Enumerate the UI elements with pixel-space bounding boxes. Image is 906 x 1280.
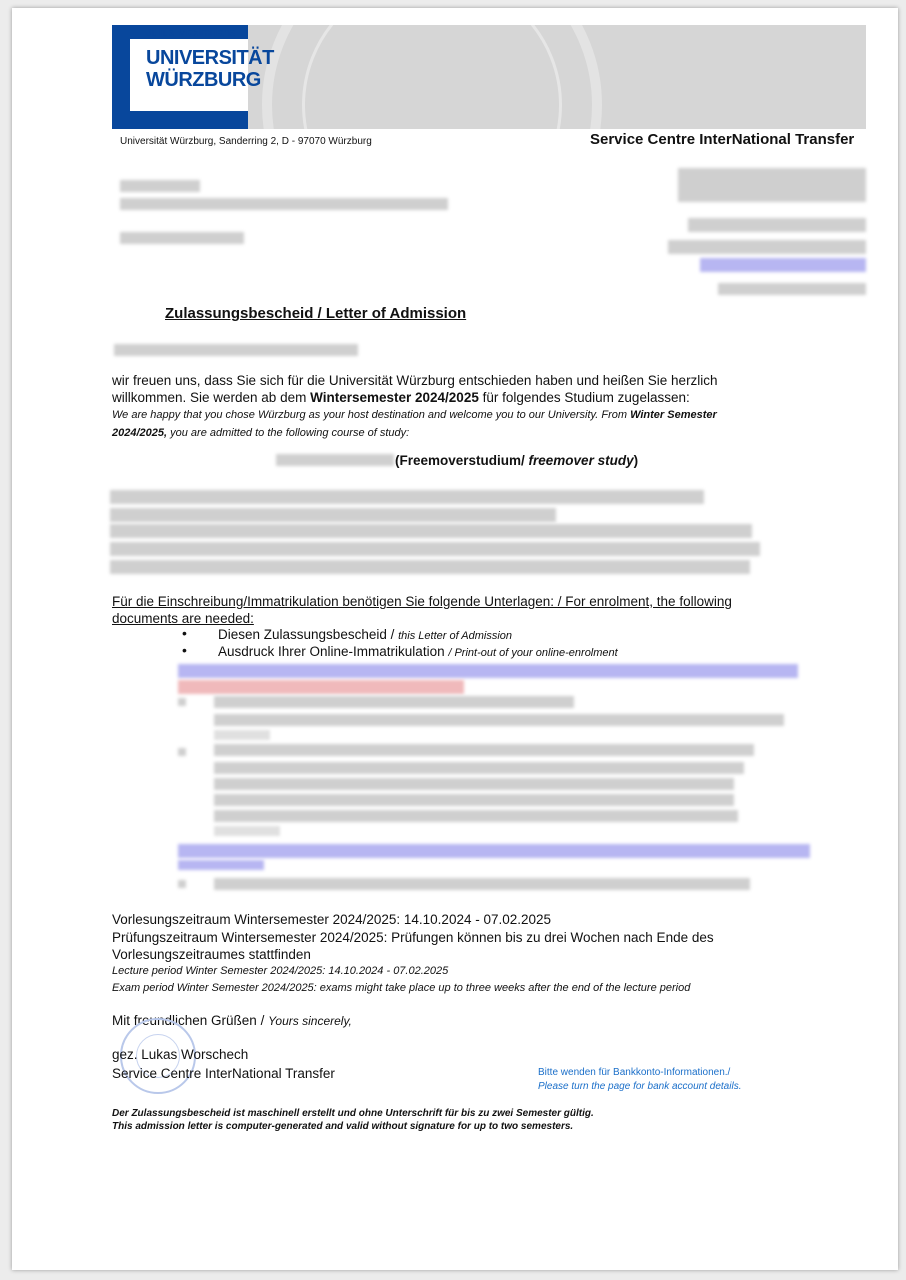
redacted-block	[214, 744, 754, 756]
lecture-period-german: Vorlesungszeitraum Wintersemester 2024/2025: 14.10.2024 - 07.02.2025	[112, 912, 552, 927]
intro-english-line1: We are happy that you chose Würzburg as your host destination and welcome you to our University. From Winter Semester	[112, 409, 717, 421]
closing: Mit freundlichen Grüßen / Yours sincerely,	[112, 1013, 352, 1028]
document-item: Ausdruck Ihrer Online-Immatrikulation / Print-out of your online-enrolment	[218, 644, 618, 659]
redacted-block	[214, 714, 784, 726]
logo-line-big: UNIVERSITÄT WÜRZBURG	[146, 47, 274, 91]
redacted-block	[178, 844, 810, 858]
course-type: (Freemoverstudium/ freemover study)	[395, 453, 639, 468]
redacted-block	[120, 232, 244, 244]
intro-english-line2: 2024/2025, you are admitted to the following course of study:	[112, 427, 410, 439]
redacted-block	[214, 878, 750, 890]
department-name: Service Centre InterNational Transfer	[590, 131, 855, 148]
redacted-block	[214, 778, 734, 790]
redacted-block	[688, 218, 866, 232]
redacted-bullet	[178, 880, 186, 888]
exam-period-english: Exam period Winter Semester 2024/2025: exams might take place up to three weeks after the end of the lecture period	[112, 982, 691, 994]
redacted-block	[214, 762, 744, 774]
redacted-block	[668, 240, 866, 254]
redacted-block	[110, 508, 556, 522]
redacted-block	[718, 283, 866, 295]
redacted-bullet	[178, 748, 186, 756]
intro-german-line2: willkommen. Sie werden ab dem Wintersemester 2024/2025 für folgendes Studium zugelassen:	[112, 390, 690, 405]
redacted-block	[178, 680, 464, 694]
redacted-block	[214, 696, 574, 708]
exam-period-german-line2: Vorlesungszeitraumes stattfinden	[112, 947, 311, 962]
redacted-bullet	[178, 698, 186, 706]
redacted-block	[120, 180, 200, 192]
footer-german: Der Zulassungsbescheid ist maschinell erstellt und ohne Unterschrift für bis zu zwei Semester gültig.	[112, 1108, 594, 1119]
redacted-block	[214, 730, 270, 740]
redacted-block	[178, 860, 264, 870]
footer-english: This admission letter is computer-generated and valid without signature for up to two semesters.	[112, 1121, 574, 1132]
redacted-block	[120, 198, 448, 210]
redacted-block	[178, 664, 798, 678]
redacted-block	[110, 524, 752, 538]
logo-line-small: Julius-Maximilians-	[146, 27, 239, 39]
redacted-block	[110, 560, 750, 574]
signer-name: gez. Lukas Worschech	[112, 1047, 249, 1062]
bank-note-english: Please turn the page for bank account details.	[538, 1081, 742, 1092]
bullet-icon: •	[182, 642, 187, 658]
exam-period-german-line1: Prüfungszeitraum Wintersemester 2024/2025: Prüfungen können bis zu drei Wochen nach Ende des	[112, 930, 714, 945]
redacted-block	[110, 490, 704, 504]
university-logo	[112, 25, 274, 129]
lecture-period-english: Lecture period Winter Semester 2024/2025: 14.10.2024 - 07.02.2025	[112, 965, 449, 977]
redacted-course-name	[276, 454, 394, 466]
bullet-icon: •	[182, 625, 187, 641]
letter-page	[12, 8, 898, 1270]
letter-title: Zulassungsbescheid / Letter of Admission	[165, 305, 467, 322]
redacted-block	[700, 258, 866, 272]
redacted-block	[678, 168, 866, 202]
redacted-block	[214, 794, 734, 806]
documents-heading-line2: documents are needed:	[112, 611, 254, 626]
redacted-block	[114, 344, 358, 356]
documents-heading-line1: Für die Einschreibung/Immatrikulation benötigen Sie folgende Unterlagen: / For enrolment, the following	[112, 594, 732, 609]
sender-address: Universität Würzburg, Sanderring 2, D - 97070 Würzburg	[120, 136, 372, 147]
signer-unit: Service Centre InterNational Transfer	[112, 1066, 335, 1081]
redacted-block	[110, 542, 760, 556]
intro-german-line1: wir freuen uns, dass Sie sich für die Universität Würzburg entschieden haben und heißen Sie herzlich	[112, 373, 718, 388]
bank-note-german: Bitte wenden für Bankkonto-Informationen./	[538, 1067, 731, 1078]
university-seal-ring	[302, 25, 562, 129]
document-item: Diesen Zulassungsbescheid / this Letter of Admission	[218, 627, 513, 642]
redacted-block	[214, 826, 280, 836]
redacted-block	[214, 810, 738, 822]
